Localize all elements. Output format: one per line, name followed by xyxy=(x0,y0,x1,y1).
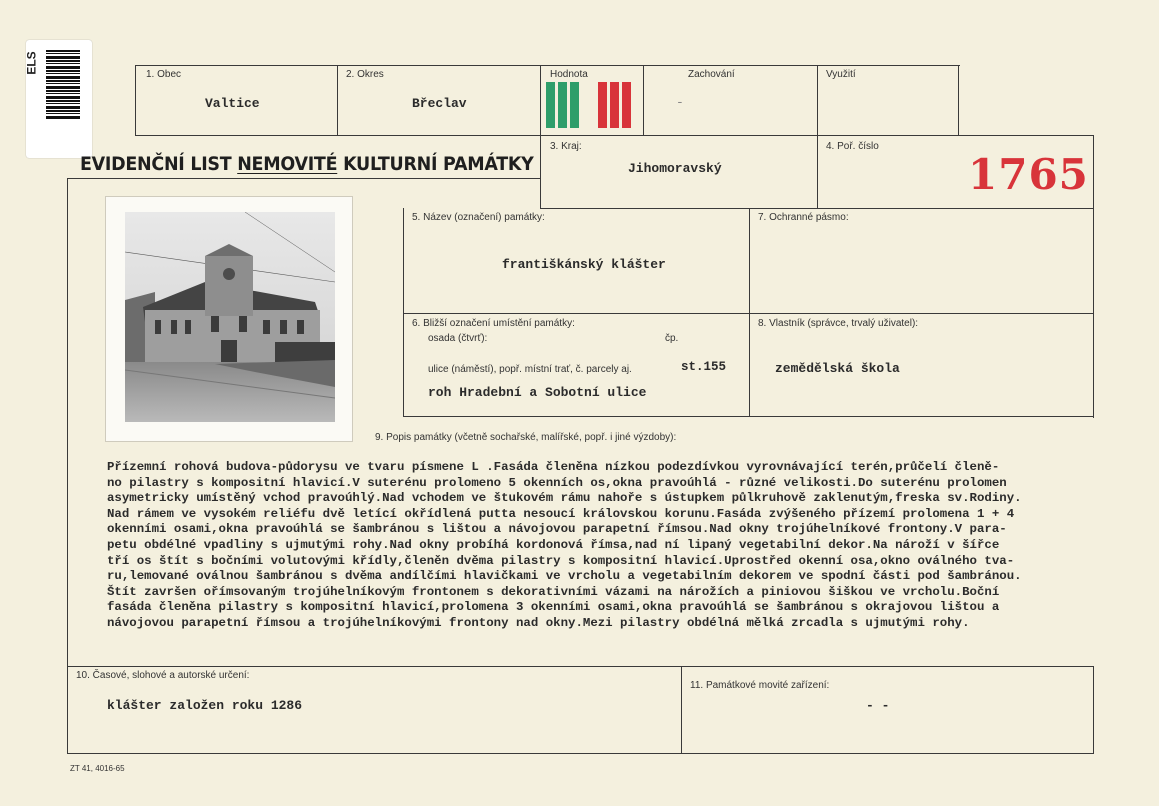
osada-label: osada (čtvrť): xyxy=(428,333,488,344)
building-photo-image xyxy=(125,212,335,422)
vlastnik-label: 8. Vlastník (správce, trvalý uživatel): xyxy=(758,318,919,329)
monument-photo xyxy=(105,196,353,442)
popis-text xyxy=(107,460,1092,632)
zachovani-value: - xyxy=(676,95,684,110)
popis-line: ru,lemované oválnou šambránou s dvěma andílčími hlavičkami ve vrcholu a vegetabilním dekorem ve spodní části pod šambránou. xyxy=(107,569,1022,584)
por-cislo-label: 4. Poř. číslo xyxy=(826,141,879,152)
nazev-label: 5. Název (označení) památky: xyxy=(412,212,545,223)
casove-value: klášter založen roku 1286 xyxy=(107,698,303,713)
footer-code: ZT 41, 4016-65 xyxy=(70,764,125,773)
okres-label: 2. Okres xyxy=(346,69,384,80)
zachovani-label: Zachování xyxy=(688,69,735,80)
movite-value: - - xyxy=(866,698,890,713)
obec-label: 1. Obec xyxy=(146,69,182,80)
cp-label: čp. xyxy=(665,333,679,344)
vlastnik-value: zemědělská škola xyxy=(775,361,900,376)
sticker-label: ELS xyxy=(24,51,39,75)
popis-label: 9. Popis památky (včetně sochařské, malířské, popř. i jiné výzdoby): xyxy=(375,432,677,443)
hodnota-bars xyxy=(545,80,637,130)
popis-line: Nad rámem ve vysokém reliéfu dvě letící okřídlená putta nesoucí královskou korunu.Fasáda zvýšeného přízemí prolomena 1 + 4 xyxy=(107,506,1015,521)
popis-line: okenními osami,okna pravoúhlá se šambránou s lištou a návojovou parapetní římsou.Nad okny trojúhelníkové frontony.V para- xyxy=(107,522,1007,537)
nazev-value: františkánský klášter xyxy=(502,257,666,272)
blizsi-label: 6. Bližší označení umístění památky: xyxy=(412,318,575,329)
page-title: EVIDENČNÍ LIST NEMOVITÉ KULTURNÍ PAMÁTKY xyxy=(80,153,534,175)
popis-line: Přízemní rohová budova-půdorysu ve tvaru písmene L .Fasáda členěna nízkou podezdívkou vyrovnávající terén,průčelí členě- xyxy=(107,460,1000,474)
hodnota-label: Hodnota xyxy=(550,69,588,80)
casove-label: 10. Časové, slohové a autorské určení: xyxy=(76,670,250,681)
popis-line: návojovou parapetní římsou a trojúhelníkovými frontony nad okny.Mezi pilastry obdélná mělká zrcadla s ujmutými rohy. xyxy=(107,615,970,630)
kraj-value: Jihomoravský xyxy=(628,161,722,176)
popis-line: petu obdélné vpadliny s ujmutými rohy.Nad okny probíhá kordonová římsa,nad ní lipaný vegetabilní dekor.Na nároží v šířce xyxy=(107,537,1000,552)
popis-line: Štít završen ořímsovaným trojúhelníkovým frontonem s dekorativními vázami na nárožích a piniovou šiškou ve vrcholu.Boční xyxy=(107,584,1000,599)
barcode-icon xyxy=(46,50,80,120)
ulice-label: ulice (náměstí), popř. místní trať, č. parcely aj. xyxy=(428,364,632,375)
vyuziti-label: Využití xyxy=(826,69,856,80)
blizsi-value: roh Hradební a Sobotní ulice xyxy=(428,385,647,400)
popis-line: fasáda členěna pilastry s kompositní hlavicí,prolomena 3 okenními osami,okna pravoúhlá se šambránou s okrajovou lištou a xyxy=(107,600,1000,615)
ochranne-label: 7. Ochranné pásmo: xyxy=(758,212,849,223)
kraj-label: 3. Kraj: xyxy=(550,141,582,152)
popis-line: asymetricky umístěný vchod pravoúhlý.Nad vchodem ve štukovém rámu nahoře s ústupkem půlkruhově zaklenutým,freska sv.Rodiny. xyxy=(107,491,1022,506)
popis-line: no pilastry s kompositní hlavicí.V suterénu prolomeno 5 okenních os,okna pravoúhlá - různé velikosti.Do suterénu prolomen xyxy=(107,475,1007,490)
popis-line: tří os štít s bočními volutovými křídly,členěn dvěma pilastry s kompositní hlavicí.Uprostřed okenní osa,okno oválného tva- xyxy=(107,553,1015,568)
por-cislo-value: 1765 xyxy=(968,150,1089,199)
okres-value: Břeclav xyxy=(412,96,467,111)
parcela-value: st.155 xyxy=(681,360,727,374)
obec-value: Valtice xyxy=(205,96,260,111)
movite-label: 11. Památkové movité zařízení: xyxy=(690,680,830,691)
